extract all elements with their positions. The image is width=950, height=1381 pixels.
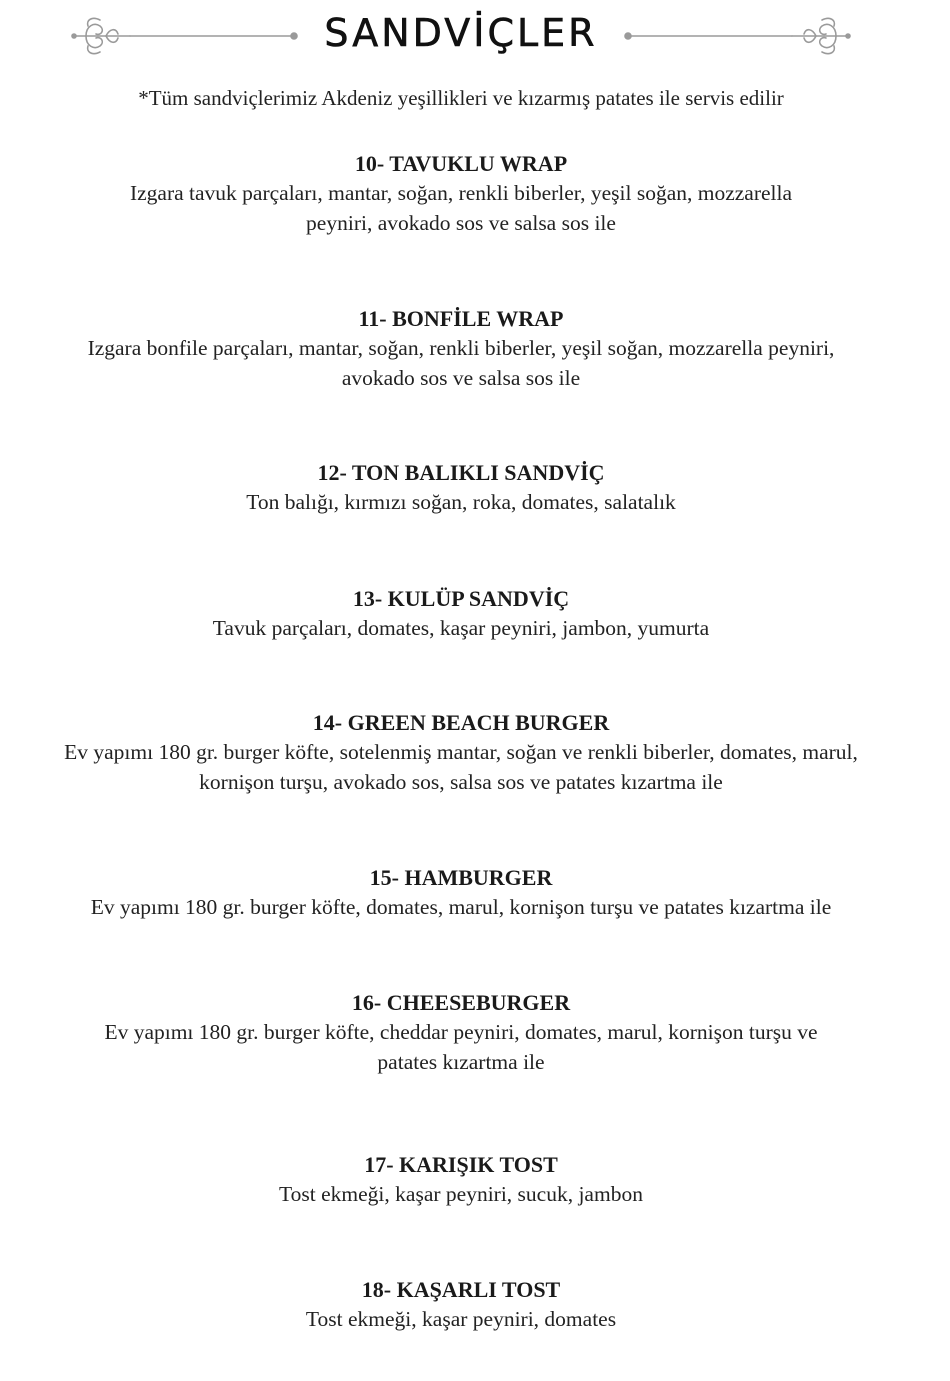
description-line: avokado sos ve salsa sos ile	[341, 365, 581, 390]
description-line: Ton balığı, kırmızı soğan, roka, domates, salatalık	[246, 490, 676, 514]
description-line: Ev yapımı 180 gr. burger köfte, cheddar peyniri, domates, marul, kornişon turşu ve	[104, 1020, 818, 1044]
item-title: 15- HAMBURGER	[369, 865, 553, 890]
item-description	[0, 179, 922, 238]
item-description	[0, 893, 922, 923]
item-title: 16- CHEESEBURGER	[351, 990, 571, 1015]
description-line: Ev yapımı 180 gr. burger köfte, sotelenmiş mantar, soğan ve renkli biberler, domates, marul,	[64, 740, 858, 764]
description-line: Izgara tavuk parçaları, mantar, soğan, renkli biberler, yeşil soğan, mozzarella	[129, 181, 793, 205]
right-ornament-icon	[622, 14, 852, 58]
item-title: 17- KARIŞIK TOST	[364, 1152, 558, 1177]
item-description	[0, 1180, 922, 1210]
item-description	[0, 334, 922, 393]
page-title: SANDVİÇLER	[324, 11, 598, 55]
description-line: Izgara bonfile parçaları, mantar, soğan, renkli biberler, yeşil soğan, mozzarella peyniri,	[87, 336, 835, 360]
description-line: Tost ekmeği, kaşar peyniri, domates	[305, 1307, 617, 1331]
item-title: 10- TAVUKLU WRAP	[354, 151, 568, 176]
item-title: 14- GREEN BEACH BURGER	[312, 710, 610, 735]
menu-item	[0, 863, 922, 923]
description-line: Tost ekmeği, kaşar peyniri, sucuk, jambon	[279, 1182, 643, 1206]
item-description	[0, 1018, 922, 1077]
menu-note: *Tüm sandviçlerimiz Akdeniz yeşillikleri ve kızarmış patates ile servis edilir	[138, 86, 784, 110]
description-line: patates kızartma ile	[377, 1049, 545, 1074]
description-line: Ev yapımı 180 gr. burger köfte, domates, marul, kornişon turşu ve patates kızartma ile	[90, 895, 832, 919]
item-title: 12- TON BALIKLI SANDVİÇ	[317, 460, 605, 485]
item-title: 18- KAŞARLI TOST	[361, 1277, 561, 1302]
menu-header	[0, 6, 950, 62]
item-description	[0, 738, 922, 797]
menu-item	[0, 149, 922, 238]
description-line: peyniri, avokado sos ve salsa sos ile	[306, 210, 616, 235]
item-description	[0, 614, 922, 644]
description-line: kornişon turşu, avokado sos, salsa sos ve patates kızartma ile	[199, 769, 723, 794]
item-title: 11- BONFİLE WRAP	[358, 306, 564, 331]
item-description	[0, 488, 922, 518]
description-line: Tavuk parçaları, domates, kaşar peyniri, jambon, yumurta	[212, 616, 710, 640]
menu-item	[0, 708, 922, 797]
menu-item	[0, 304, 922, 393]
menu-item	[0, 1275, 922, 1335]
menu-item	[0, 1150, 922, 1210]
menu-item	[0, 988, 922, 1077]
item-title: 13- KULÜP SANDVİÇ	[352, 586, 570, 611]
menu-item	[0, 584, 922, 644]
item-description	[0, 1305, 922, 1335]
menu-item	[0, 458, 922, 518]
